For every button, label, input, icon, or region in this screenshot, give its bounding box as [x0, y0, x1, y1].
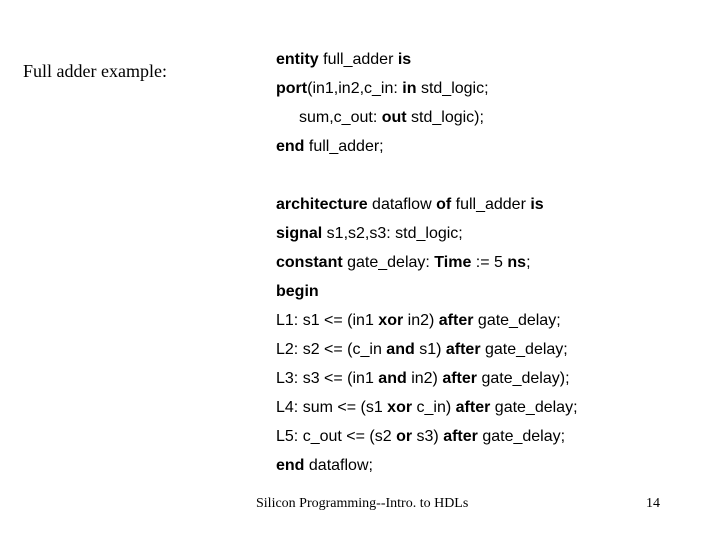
code-text: := 5 — [471, 254, 508, 271]
code-text: gate_delay; — [480, 341, 568, 358]
code-text: gate_delay; — [490, 399, 578, 416]
slide-label: Full adder example: — [23, 61, 167, 81]
code-keyword: end — [276, 457, 305, 474]
code-text: (in1,in2,c_in: — [307, 80, 403, 97]
code-text: c_in) — [412, 399, 456, 416]
code-keyword: or — [396, 428, 413, 445]
code-text: L2: s2 <= (c_in — [276, 341, 387, 358]
code-text: gate_delay; — [477, 428, 566, 445]
code-line — [276, 223, 578, 252]
code-text: s3) — [412, 428, 444, 445]
code-text: full_adder; — [304, 138, 384, 155]
code-keyword: after — [443, 428, 478, 445]
code-keyword: constant — [276, 254, 343, 271]
code-keyword: after — [442, 370, 478, 387]
code-line — [276, 136, 578, 165]
code-text: ; — [526, 254, 531, 271]
code-text: L4: sum <= (s1 — [276, 399, 388, 416]
code-line — [276, 310, 578, 339]
code-keyword: and — [378, 370, 407, 387]
code-keyword: port — [276, 80, 308, 97]
code-line — [276, 194, 578, 223]
code-text: sum,c_out: — [299, 109, 382, 126]
code-line — [276, 49, 578, 78]
code-keyword: end — [276, 138, 305, 155]
code-text: s1) — [414, 341, 446, 358]
code-text: in2) — [406, 370, 443, 387]
code-keyword: is — [530, 196, 544, 213]
code-keyword: signal — [276, 225, 323, 242]
code-text: in2) — [403, 312, 439, 329]
code-keyword: after — [455, 399, 491, 416]
code-keyword: entity — [276, 51, 319, 68]
code-line — [276, 397, 578, 426]
code-text: L1: s1 <= (in1 — [276, 312, 379, 329]
code-keyword: is — [397, 51, 412, 68]
page-number: 14 — [646, 496, 660, 511]
code-keyword: xor — [387, 399, 413, 416]
code-line — [276, 107, 578, 136]
code-line — [276, 426, 578, 455]
code-keyword: ns — [507, 254, 527, 271]
code-text: full_adder — [451, 196, 531, 213]
code-keyword: of — [436, 196, 452, 213]
code-line — [276, 339, 578, 368]
code-keyword: after — [445, 341, 481, 358]
code-keyword: Time — [434, 254, 472, 271]
code-text: L3: s3 <= (in1 — [276, 370, 379, 387]
code-keyword: architecture — [276, 196, 368, 213]
code-text: full_adder — [318, 51, 398, 68]
code-text: dataflow — [367, 196, 437, 213]
code-text: std_logic); — [406, 109, 484, 126]
code-text: gate_delay: — [342, 254, 435, 271]
code-text: L5: c_out <= (s2 — [276, 428, 397, 445]
code-text: std_logic; — [416, 80, 489, 97]
code-line — [276, 455, 578, 484]
code-text: gate_delay; — [473, 312, 561, 329]
code-line — [276, 281, 578, 310]
code-keyword: after — [438, 312, 474, 329]
code-keyword: xor — [378, 312, 404, 329]
footer-title: Silicon Programming--Intro. to HDLs — [256, 496, 469, 511]
code-text: gate_delay); — [477, 370, 570, 387]
code-line — [276, 252, 578, 281]
code-text: dataflow; — [304, 457, 373, 474]
code-keyword: begin — [276, 283, 319, 300]
code-line — [276, 78, 578, 107]
code-text: s1,s2,s3: std_logic; — [322, 225, 463, 242]
code-keyword: out — [381, 109, 407, 126]
code-line — [276, 368, 578, 397]
code-keyword: and — [386, 341, 415, 358]
code-keyword: in — [402, 80, 417, 97]
vhdl-code-block — [276, 49, 578, 484]
